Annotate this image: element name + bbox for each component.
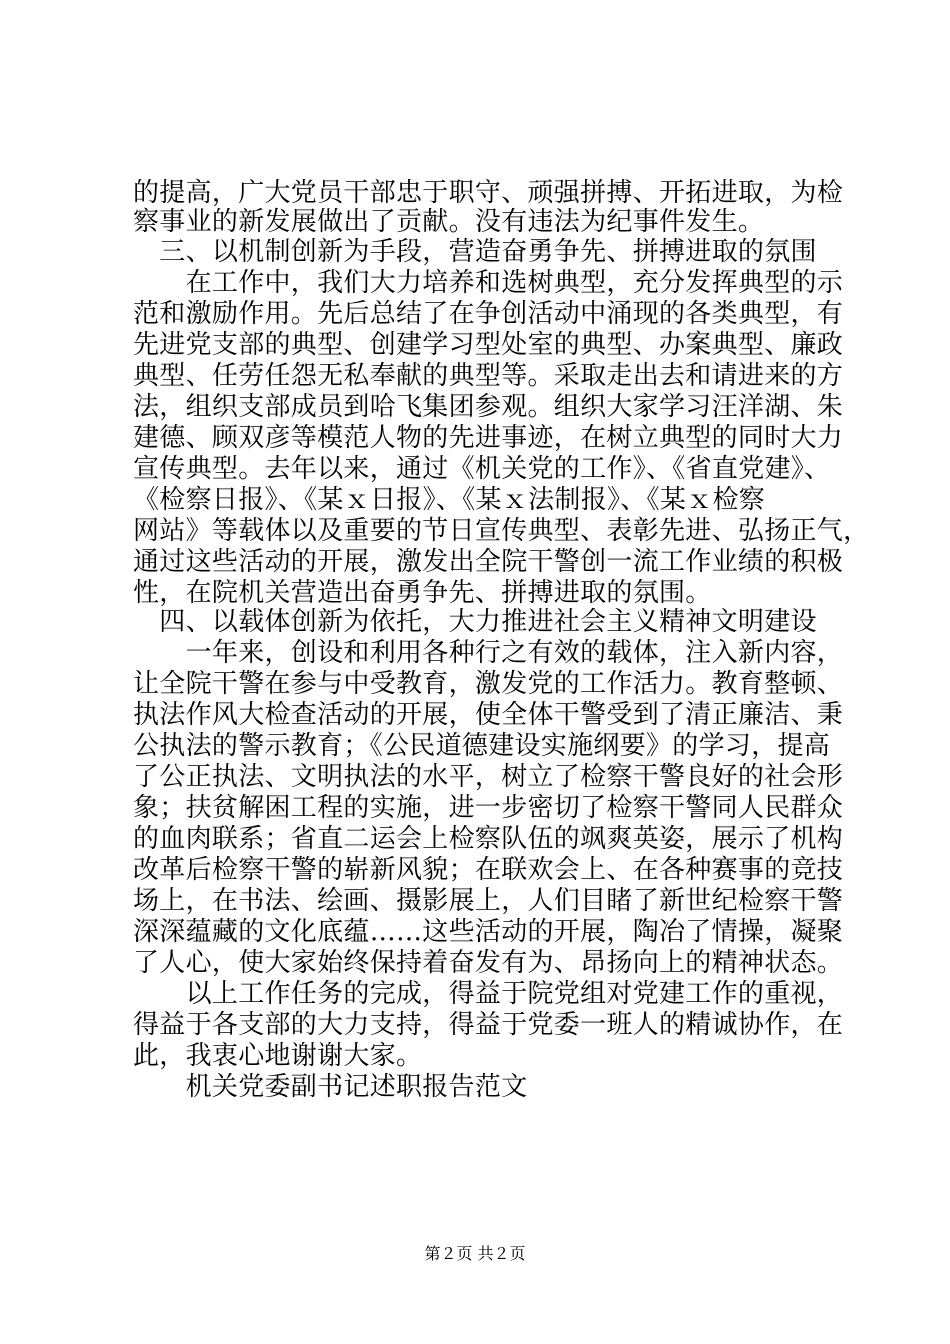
body-text-line: 建德、顾双彦等模范人物的先进事迹，在树立典型的同时大力 — [133, 423, 844, 453]
body-text-line: 网站》等载体以及重要的节日宣传典型、表彰先进、弘扬正气， — [133, 516, 870, 546]
body-text-line: 此，我衷心地谢谢大家。 — [133, 1041, 423, 1071]
body-text-line: 先进党支部的典型、创建学习型处室的典型、办案典型、廉政 — [133, 330, 844, 360]
body-text-line: 范和激励作用。先后总结了在争创活动中涌现的各类典型，有 — [133, 299, 844, 329]
body-text-line: 在工作中，我们大力培养和选树典型，充分发挥典型的示 — [133, 268, 844, 298]
body-text-line: 性，在院机关营造出奋勇争先、拼搏进取的氛围。 — [133, 578, 712, 608]
body-text-line: 的血肉联系；省直二运会上检察队伍的飒爽英姿，展示了机构 — [133, 824, 844, 854]
page-number-footer: 第２页 共２页 — [424, 1244, 526, 1263]
body-text-line: 宣传典型。去年以来，通过《机关党的工作》、《省直党建》、 — [133, 454, 831, 484]
body-text-line: 察事业的新发展做出了贡献。没有违法为纪事件发生。 — [133, 207, 765, 237]
body-text-line: 通过这些活动的开展，激发出全院干警创一流工作业绩的积极 — [133, 547, 844, 577]
body-text-line: 改革后检察干警的崭新风貌；在联欢会上、在各种赛事的竞技 — [133, 855, 844, 885]
body-text-line: 深深蕴藏的文化底蕴……这些活动的开展，陶冶了情操，凝聚 — [133, 917, 844, 947]
body-text-line: 以上工作任务的完成，得益于院党组对党建工作的重视， — [133, 979, 844, 1009]
body-text-line: 象；扶贫解困工程的实施，进一步密切了检察干警同人民群众 — [133, 793, 844, 823]
section-heading-4: 四、以载体创新为依托，大力推进社会主义精神文明建设 — [133, 607, 817, 637]
body-text-line: 场上，在书法、绘画、摄影展上，人们目睹了新世纪检察干警 — [133, 886, 844, 916]
body-text-line: 公执法的警示教育；《公民道德建设实施纲要》的学习，提高 — [133, 731, 831, 761]
body-text-line: 《检察日报》、《某ｘ日报》、《某ｘ法制报》、《某ｘ检察 — [133, 485, 766, 515]
body-text-line: 一年来，创设和利用各种行之有效的载体，注入新内容， — [133, 638, 844, 668]
section-heading-3: 三、以机制创新为手段，营造奋勇争先、拼搏进取的氛围 — [133, 237, 817, 267]
body-text-line: 法，组织支部成员到哈飞集团参观。组织大家学习汪洋湖、朱 — [133, 392, 844, 422]
body-text-line: 了人心，使大家始终保持着奋发有为、昂扬向上的精神状态。 — [133, 948, 844, 978]
body-text-line: 了公正执法、文明执法的水平，树立了检察干警良好的社会形 — [133, 762, 844, 792]
body-text-line: 执法作风大检查活动的开展，使全体干警受到了清正廉洁、秉 — [133, 700, 844, 730]
body-text-line: 典型、任劳任怨无私奉献的典型等。采取走出去和请进来的方 — [133, 361, 844, 391]
body-text-line: 让全院干警在参与中受教育，激发党的工作活力。教育整顿、 — [133, 669, 844, 699]
document-subtitle: 机关党委副书记述职报告范文 — [133, 1072, 528, 1102]
body-text-line: 得益于各支部的大力支持，得益于党委一班人的精诚协作，在 — [133, 1010, 844, 1040]
body-text-line: 的提高，广大党员干部忠于职守、顽强拼搏、开拓进取，为检 — [133, 178, 844, 208]
